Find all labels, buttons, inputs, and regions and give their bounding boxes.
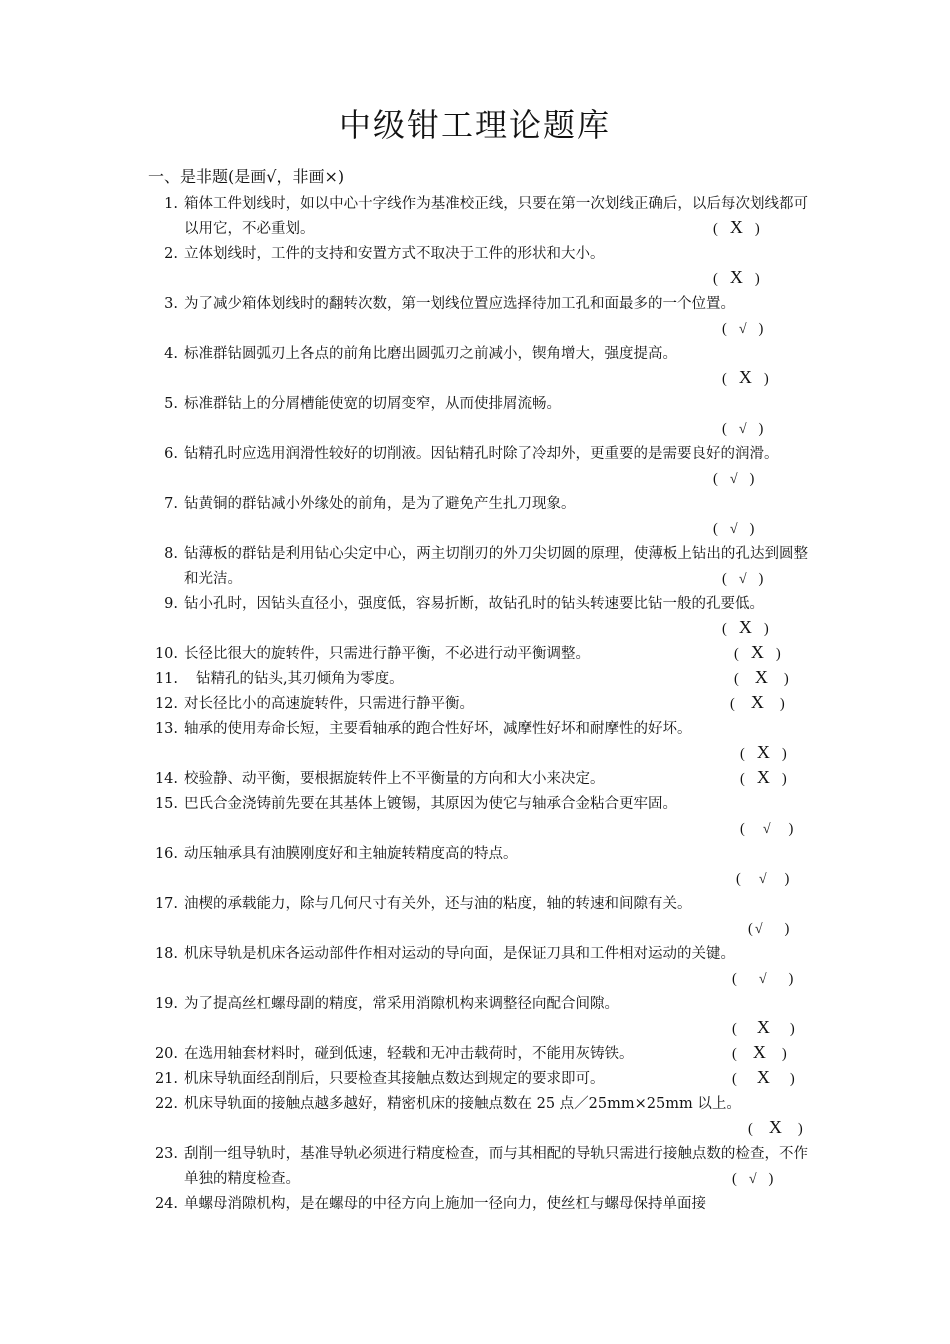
- question-text: 箱体工件划线时，如以中心十字线作为基准校正线，只要在第一次划线正确后，以后每次划线都可以用它，不必重划。: [184, 196, 808, 237]
- question-item: [0, 442, 950, 492]
- answer-mark: ( X ): [713, 267, 760, 287]
- question-number: 1.: [164, 196, 178, 212]
- question-item: [0, 667, 950, 692]
- answer-mark: ( X ): [722, 617, 769, 637]
- answer-mark: ( X ): [734, 667, 789, 687]
- question-text: 钻精孔时应选用润滑性较好的切削液。因钻精孔时除了冷却外，更重要的是需要良好的润滑。: [184, 446, 779, 462]
- question-text: 长径比很大的旋转件，只需进行静平衡，不必进行动平衡调整。: [184, 646, 590, 662]
- question-number: 17.: [154, 896, 178, 912]
- question-item: [0, 192, 950, 242]
- answer-mark: ( X ): [734, 642, 781, 662]
- answer-mark: ( X ): [732, 1067, 795, 1087]
- question-item: [0, 1092, 950, 1142]
- answer-mark: ( √ ): [736, 871, 790, 887]
- answer-mark: ( X ): [740, 767, 787, 787]
- question-item: [0, 642, 950, 667]
- answer-mark: ( √ ): [748, 921, 790, 937]
- question-item: [0, 942, 950, 992]
- question-number: 10.: [154, 646, 178, 662]
- question-number: 6.: [164, 446, 178, 462]
- question-item: [0, 792, 950, 842]
- question-item: [0, 1042, 950, 1067]
- question-number: 11.: [154, 671, 178, 687]
- answer-mark: ( X ): [730, 692, 785, 712]
- question-text: 机床导轨是机床各运动部件作相对运动的导向面，是保证刀具和工件相对运动的关键。: [184, 946, 735, 962]
- question-item: [0, 392, 950, 442]
- question-text: 钻薄板的群钻是利用钻心尖定中心，两主切削刃的外刀尖切圆的原理，使薄板上钻出的孔达到圆整和光洁。: [184, 546, 808, 587]
- question-text: 动压轴承具有油膜刚度好和主轴旋转精度高的特点。: [184, 846, 518, 862]
- answer-mark: ( √ ): [722, 421, 764, 437]
- question-text: 巴氏合金浇铸前先要在其基体上镀锡，其原因为使它与轴承合金粘合更牢固。: [184, 796, 677, 812]
- question-item: [0, 342, 950, 392]
- section-heading: 一、是非题(是画√，非画×): [148, 167, 345, 186]
- page-title: 中级钳工理论题库: [338, 106, 611, 144]
- question-item: [0, 992, 950, 1042]
- question-item: [0, 717, 950, 767]
- question-text: 机床导轨面的接触点越多越好，精密机床的接触点数在 25 点／25mm×25mm 以上。: [184, 1096, 741, 1112]
- question-item: [0, 1142, 950, 1192]
- answer-mark: ( X ): [748, 1117, 803, 1137]
- answer-mark: ( X ): [722, 367, 769, 387]
- answer-mark: ( √ ): [732, 1171, 774, 1187]
- question-number: 22.: [154, 1096, 178, 1112]
- answer-mark: ( √ ): [722, 571, 764, 587]
- question-number: 19.: [154, 996, 178, 1012]
- answer-mark: ( X ): [732, 1042, 787, 1062]
- question-number: 18.: [154, 946, 178, 962]
- question-number: 9.: [164, 596, 178, 612]
- answer-mark: ( X ): [713, 217, 760, 237]
- question-text: 在选用轴套材料时，碰到低速，轻载和无冲击载荷时，不能用灰铸铁。: [184, 1046, 634, 1062]
- question-number: 16.: [154, 846, 178, 862]
- question-number: 20.: [154, 1046, 178, 1062]
- question-text: 为了减少箱体划线时的翻转次数，第一划线位置应选择待加工孔和面最多的一个位置。: [184, 296, 735, 312]
- question-number: 23.: [154, 1146, 178, 1162]
- question-item: [0, 542, 950, 592]
- question-text: 油楔的承载能力，除与几何尺寸有关外，还与油的粘度，轴的转速和间隙有关。: [184, 896, 692, 912]
- question-number: 14.: [154, 771, 178, 787]
- question-item: [0, 592, 950, 642]
- question-text: 刮削一组导轨时，基准导轨必须进行精度检查，而与其相配的导轨只需进行接触点数的检查，不作单独的精度检查。: [184, 1146, 808, 1187]
- question-number: 5.: [164, 396, 178, 412]
- question-text: 钻黄铜的群钻减小外缘处的前角，是为了避免产生扎刀现象。: [184, 496, 576, 512]
- question-number: 3.: [164, 296, 178, 312]
- answer-mark: ( √ ): [732, 971, 794, 987]
- answer-mark: ( √ ): [740, 821, 794, 837]
- question-item: [0, 292, 950, 342]
- question-item: [0, 842, 950, 892]
- question-text: 为了提高丝杠螺母副的精度，常采用消隙机构来调整径向配合间隙。: [184, 996, 619, 1012]
- question-number: 15.: [154, 796, 178, 812]
- question-list: [0, 192, 950, 1217]
- question-text: 钻精孔的钻头,其刃倾角为零度。: [196, 671, 404, 687]
- answer-mark: ( X ): [740, 742, 787, 762]
- question-item: [0, 242, 950, 292]
- answer-mark: ( X ): [732, 1017, 795, 1037]
- question-item: [0, 492, 950, 542]
- question-text: 对长径比小的高速旋转件，只需进行静平衡。: [184, 696, 474, 712]
- question-text: 校验静、动平衡，要根据旋转件上不平衡量的方向和大小来决定。: [184, 771, 605, 787]
- question-text: 标准群钻圆弧刃上各点的前角比磨出圆弧刃之前减小，锲角增大，强度提高。: [184, 346, 677, 362]
- question-number: 12.: [154, 696, 178, 712]
- question-item: [0, 1067, 950, 1092]
- answer-mark: ( √ ): [713, 521, 755, 537]
- question-number: 24.: [154, 1196, 178, 1212]
- question-number: 7.: [164, 496, 178, 512]
- question-text: 立体划线时，工件的支持和安置方式不取决于工件的形状和大小。: [184, 246, 605, 262]
- question-item: [0, 767, 950, 792]
- question-text: 单螺母消隙机构，是在螺母的中径方向上施加一径向力，使丝杠与螺母保持单面接: [184, 1196, 706, 1212]
- question-text: 轴承的使用寿命长短，主要看轴承的跑合性好坏，减摩性好坏和耐摩性的好坏。: [184, 721, 692, 737]
- question-text: 钻小孔时，因钻头直径小，强度低，容易折断，故钻孔时的钻头转速要比钻一般的孔要低。: [184, 596, 764, 612]
- answer-mark: ( √ ): [713, 471, 755, 487]
- question-item: [0, 1192, 950, 1217]
- question-number: 2.: [164, 246, 178, 262]
- question-item: [0, 692, 950, 717]
- question-text: 标准群钻上的分屑槽能使宽的切屑变窄，从而使排屑流畅。: [184, 396, 561, 412]
- question-item: [0, 892, 950, 942]
- question-number: 4.: [164, 346, 178, 362]
- question-text: 机床导轨面经刮削后，只要检查其接触点数达到规定的要求即可。: [184, 1071, 605, 1087]
- question-number: 13.: [154, 721, 178, 737]
- answer-mark: ( √ ): [722, 321, 764, 337]
- question-number: 21.: [154, 1071, 178, 1087]
- question-number: 8.: [164, 546, 178, 562]
